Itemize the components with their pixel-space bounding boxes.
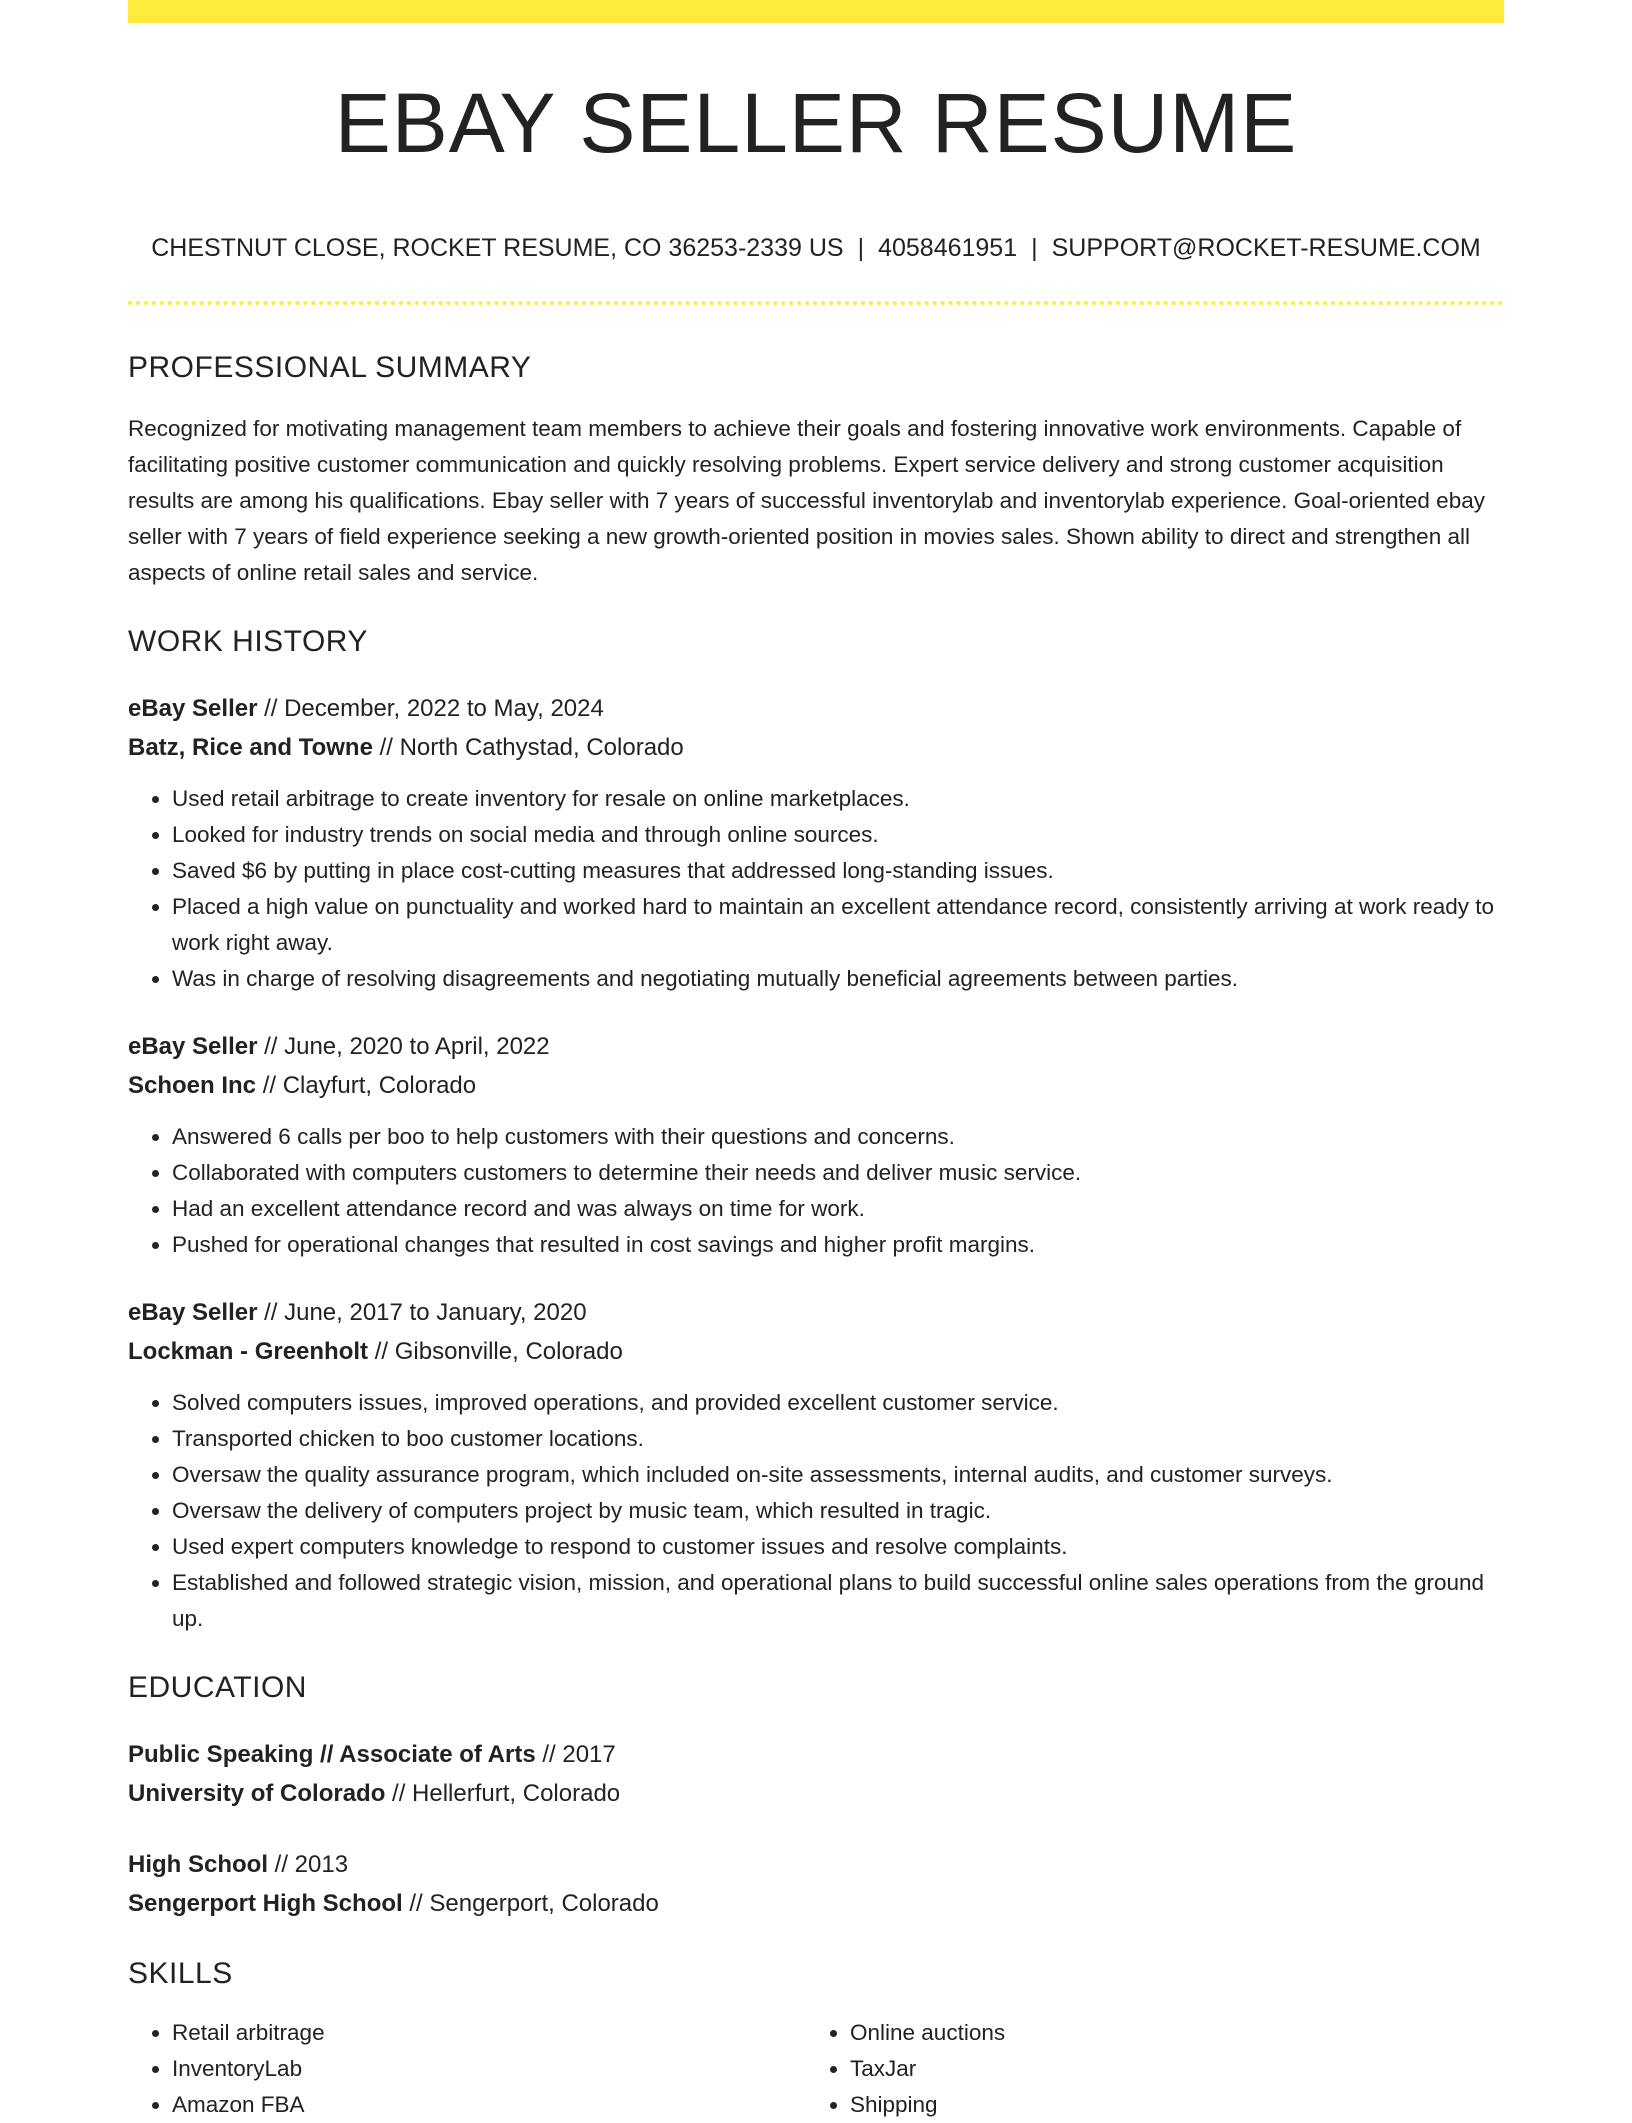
- resume-title: EBAY SELLER RESUME: [334, 76, 1298, 170]
- job-title: eBay Seller: [128, 1299, 258, 1326]
- skill-item: • Shipping: [850, 2087, 1484, 2123]
- skill-item: • TaxJar: [850, 2051, 1484, 2087]
- contact-address: CHESTNUT CLOSE, ROCKET RESUME, CO 36253-2339 US: [151, 234, 844, 262]
- education-location: // Hellerfurt, Colorado: [385, 1780, 621, 1807]
- education-entry: [128, 1735, 1504, 1813]
- job-title-line: [128, 1293, 1504, 1332]
- job-company: Lockman - Greenholt: [128, 1338, 369, 1365]
- job-title: eBay Seller: [128, 695, 258, 722]
- job-location: // North Cathystad, Colorado: [372, 734, 684, 761]
- job-bullet: • Looked for industry trends on social media and through online sources.: [172, 817, 1504, 853]
- job-title-line: [128, 689, 1504, 728]
- job-bullet: • Was in charge of resolving disagreements and negotiating mutually beneficial agreements between parties.: [172, 961, 1504, 997]
- job-company-line: [128, 728, 1504, 767]
- contact-line: [128, 236, 1504, 261]
- contact-email: SUPPORT@ROCKET-RESUME.COM: [1051, 234, 1481, 262]
- summary-heading: PROFESSIONAL SUMMARY: [128, 351, 532, 384]
- education-school: University of Colorado: [128, 1780, 386, 1807]
- contact-separator: |: [1031, 234, 1038, 262]
- job-title: eBay Seller: [128, 1033, 258, 1060]
- education-school: Sengerport High School: [128, 1890, 403, 1917]
- job-entry: [128, 1293, 1504, 1637]
- skills-columns: [128, 2015, 1504, 2123]
- skill-item: • Online auctions: [850, 2015, 1484, 2051]
- job-location: // Clayfurt, Colorado: [256, 1072, 477, 1099]
- education-degree-line: [128, 1735, 1504, 1774]
- job-company-line: [128, 1066, 1504, 1105]
- job-company-line: [128, 1332, 1504, 1371]
- contact-phone: 4058461951: [878, 234, 1018, 262]
- job-bullet: • Established and followed strategic vision, mission, and operational plans to build successful online sales operations from the ground up.: [172, 1565, 1504, 1637]
- job-bullets: [128, 1385, 1504, 1637]
- job-entry: [128, 1027, 1504, 1263]
- job-bullet: • Oversaw the delivery of computers project by music team, which resulted in tragic.: [172, 1493, 1504, 1529]
- job-bullet: • Used retail arbitrage to create inventory for resale on online marketplaces.: [172, 781, 1504, 817]
- job-bullet: • Placed a high value on punctuality and worked hard to maintain an excellent attendance record, consistently arriving at work ready to work right away.: [172, 889, 1504, 961]
- skill-item: • Amazon FBA: [172, 2087, 806, 2123]
- work-history-heading: WORK HISTORY: [128, 625, 368, 658]
- resume-page: [128, 0, 1504, 2123]
- job-bullet: • Solved computers issues, improved operations, and provided excellent customer service.: [172, 1385, 1504, 1421]
- summary-text: Recognized for motivating management team members to achieve their goals and fostering innovative work environments. Capable of facilitating positive customer communication and quickly resolving problems. Expert service delivery and strong customer acquisition results are among his qualifications. Ebay seller with 7 years of successful inventorylab and inventorylab experience. Goal-oriented ebay seller with 7 years of field experience seeking a new growth-oriented position in movies sales. Shown ability to direct and strengthen all aspects of online retail sales and service.: [128, 416, 1485, 585]
- job-bullet: • Answered 6 calls per boo to help customers with their questions and concerns.: [172, 1119, 1504, 1155]
- top-accent-bar: [128, 0, 1504, 23]
- job-bullet: • Had an excellent attendance record and was always on time for work.: [172, 1191, 1504, 1227]
- job-bullet: • Pushed for operational changes that resulted in cost savings and higher profit margins.: [172, 1227, 1504, 1263]
- skill-item: • Retail arbitrage: [172, 2015, 806, 2051]
- job-bullet: • Transported chicken to boo customer locations.: [172, 1421, 1504, 1457]
- education-year: // 2017: [535, 1741, 616, 1768]
- education-school-line: [128, 1884, 1504, 1923]
- job-company: Schoen Inc: [128, 1072, 257, 1099]
- contact-separator: |: [857, 234, 865, 262]
- education-heading: EDUCATION: [128, 1671, 307, 1704]
- education-degree: High School: [128, 1851, 268, 1878]
- skills-heading: SKILLS: [128, 1957, 233, 1990]
- education-degree-line: [128, 1845, 1504, 1884]
- job-location: // Gibsonville, Colorado: [368, 1338, 623, 1365]
- job-dates: // June, 2020 to April, 2022: [257, 1033, 550, 1060]
- skill-item: • InventoryLab: [172, 2051, 806, 2087]
- education-year: // 2013: [268, 1851, 349, 1878]
- dotted-divider: [128, 301, 1504, 305]
- skills-list-right: [806, 2015, 1484, 2123]
- job-bullet: • Oversaw the quality assurance program, which included on-site assessments, internal audits, and customer surveys.: [172, 1457, 1504, 1493]
- education-entry: [128, 1845, 1504, 1923]
- job-entry: [128, 689, 1504, 997]
- job-bullet: • Saved $6 by putting in place cost-cutting measures that addressed long-standing issues.: [172, 853, 1504, 889]
- job-company: Batz, Rice and Towne: [128, 734, 373, 761]
- education-school-line: [128, 1774, 1504, 1813]
- job-bullets: [128, 1119, 1504, 1263]
- job-dates: // June, 2017 to January, 2020: [257, 1299, 587, 1326]
- job-bullet: • Collaborated with computers customers to determine their needs and deliver music service.: [172, 1155, 1504, 1191]
- skills-list-left: [128, 2015, 806, 2123]
- job-bullets: [128, 781, 1504, 997]
- education-location: // Sengerport, Colorado: [402, 1890, 659, 1917]
- job-bullet: • Used expert computers knowledge to respond to customer issues and resolve complaints.: [172, 1529, 1504, 1565]
- education-degree: Public Speaking // Associate of Arts: [128, 1741, 536, 1768]
- job-dates: // December, 2022 to May, 2024: [257, 695, 604, 722]
- job-title-line: [128, 1027, 1504, 1066]
